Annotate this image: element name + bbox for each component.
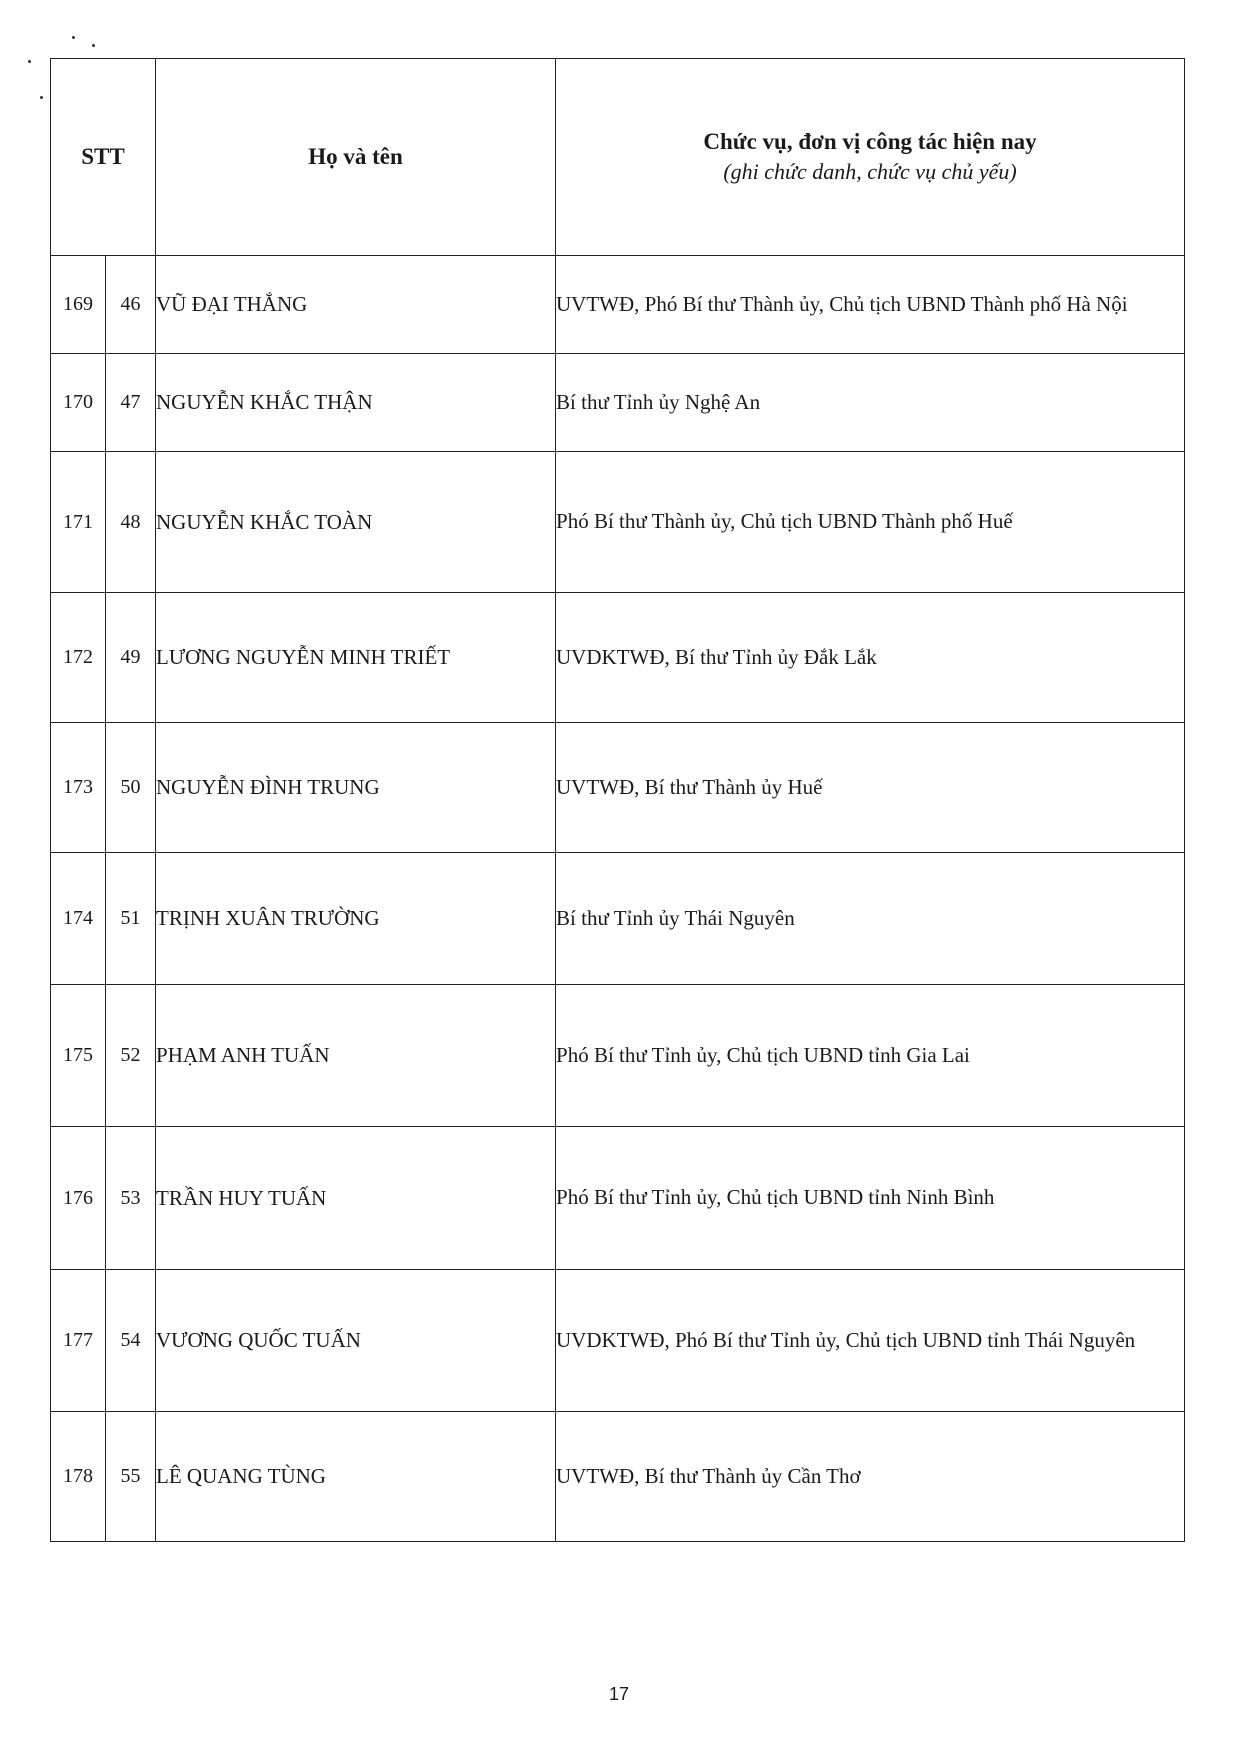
scan-speck — [40, 96, 43, 99]
table-row — [51, 1127, 1185, 1270]
row-group-no: 52 — [106, 985, 156, 1127]
header-name: Họ và tên — [156, 59, 556, 256]
row-name: NGUYỄN ĐÌNH TRUNG — [156, 723, 556, 853]
row-position: UVTWĐ, Phó Bí thư Thành ủy, Chủ tịch UBND Thành phố Hà Nội — [556, 256, 1185, 354]
row-position: UVDKTWĐ, Bí thư Tỉnh ủy Đắk Lắk — [556, 593, 1185, 723]
row-stt: 177 — [51, 1270, 106, 1412]
row-position: UVDKTWĐ, Phó Bí thư Tỉnh ủy, Chủ tịch UBND tỉnh Thái Nguyên — [556, 1270, 1185, 1412]
row-name: NGUYỄN KHẮC TOÀN — [156, 452, 556, 593]
row-name: VƯƠNG QUỐC TUẤN — [156, 1270, 556, 1412]
header-position — [556, 59, 1185, 256]
row-group-no: 48 — [106, 452, 156, 593]
row-group-no: 54 — [106, 1270, 156, 1412]
row-name: VŨ ĐẠI THẮNG — [156, 256, 556, 354]
row-stt: 176 — [51, 1127, 106, 1270]
row-name: PHẠM ANH TUẤN — [156, 985, 556, 1127]
row-stt: 171 — [51, 452, 106, 593]
row-stt: 169 — [51, 256, 106, 354]
scan-speck — [72, 36, 75, 39]
row-position: Phó Bí thư Thành ủy, Chủ tịch UBND Thành phố Huế — [556, 452, 1185, 593]
table-row — [51, 1412, 1185, 1542]
table-row — [51, 1270, 1185, 1412]
scan-speck — [92, 44, 95, 47]
row-name: NGUYỄN KHẮC THẬN — [156, 354, 556, 452]
table-row — [51, 354, 1185, 452]
table-row — [51, 723, 1185, 853]
page-number: 17 — [608, 1684, 630, 1704]
row-position: Phó Bí thư Tỉnh ủy, Chủ tịch UBND tỉnh Ninh Bình — [556, 1127, 1185, 1270]
table-row — [51, 256, 1185, 354]
row-position: UVTWĐ, Bí thư Thành ủy Huế — [556, 723, 1185, 853]
row-name: TRỊNH XUÂN TRƯỜNG — [156, 853, 556, 985]
candidate-table — [50, 58, 1185, 1542]
row-position: Phó Bí thư Tỉnh ủy, Chủ tịch UBND tỉnh Gia Lai — [556, 985, 1185, 1127]
row-name: TRẦN HUY TUẤN — [156, 1127, 556, 1270]
row-position: Bí thư Tỉnh ủy Nghệ An — [556, 354, 1185, 452]
table-row — [51, 593, 1185, 723]
header-stt: STT — [51, 59, 156, 256]
table-header-row — [51, 59, 1185, 256]
row-stt: 174 — [51, 853, 106, 985]
table-row — [51, 985, 1185, 1127]
row-stt: 175 — [51, 985, 106, 1127]
row-group-no: 46 — [106, 256, 156, 354]
row-position: UVTWĐ, Bí thư Thành ủy Cần Thơ — [556, 1412, 1185, 1542]
row-stt: 178 — [51, 1412, 106, 1542]
header-position-title: Chức vụ, đơn vị công tác hiện nay — [703, 129, 1037, 154]
row-name: LƯƠNG NGUYỄN MINH TRIẾT — [156, 593, 556, 723]
row-group-no: 50 — [106, 723, 156, 853]
table-row — [51, 452, 1185, 593]
row-group-no: 53 — [106, 1127, 156, 1270]
row-stt: 170 — [51, 354, 106, 452]
table-row — [51, 853, 1185, 985]
row-group-no: 55 — [106, 1412, 156, 1542]
row-group-no: 49 — [106, 593, 156, 723]
row-name: LÊ QUANG TÙNG — [156, 1412, 556, 1542]
row-stt: 172 — [51, 593, 106, 723]
header-position-note: (ghi chức danh, chức vụ chủ yếu) — [723, 159, 1017, 184]
scan-speck — [28, 60, 31, 63]
row-group-no: 51 — [106, 853, 156, 985]
row-position: Bí thư Tỉnh ủy Thái Nguyên — [556, 853, 1185, 985]
row-stt: 173 — [51, 723, 106, 853]
row-group-no: 47 — [106, 354, 156, 452]
